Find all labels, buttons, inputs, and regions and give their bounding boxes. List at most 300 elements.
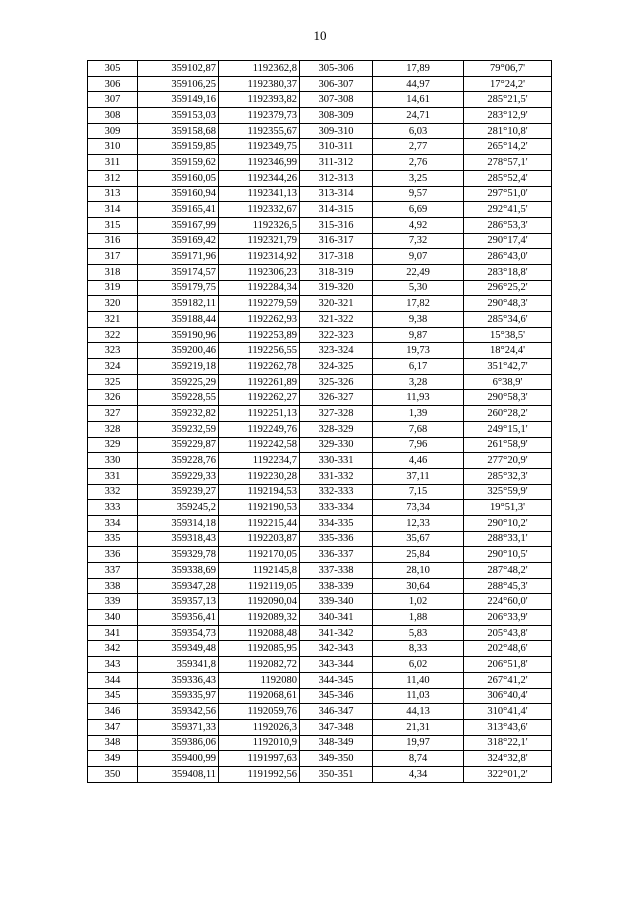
point-number-cell: 312 [88, 170, 138, 186]
direction-angle-cell: 206°51,8' [464, 657, 552, 673]
distance-cell: 8,33 [373, 641, 464, 657]
segment-cell: 308-309 [300, 108, 373, 124]
distance-cell: 21,31 [373, 719, 464, 735]
distance-cell: 4,34 [373, 766, 464, 782]
y-coordinate-cell: 1192341,13 [219, 186, 300, 202]
direction-angle-cell: 322°01,2' [464, 766, 552, 782]
table-row [88, 578, 552, 594]
segment-cell: 338-339 [300, 578, 373, 594]
segment-cell: 341-342 [300, 625, 373, 641]
y-coordinate-cell: 1192082,72 [219, 657, 300, 673]
distance-cell: 6,02 [373, 657, 464, 673]
x-coordinate-cell: 359102,87 [138, 61, 219, 77]
table-row [88, 217, 552, 233]
x-coordinate-cell: 359228,76 [138, 453, 219, 469]
distance-cell: 2,77 [373, 139, 464, 155]
distance-cell: 8,74 [373, 751, 464, 767]
y-coordinate-cell: 1192194,53 [219, 484, 300, 500]
y-coordinate-cell: 1192249,76 [219, 421, 300, 437]
y-coordinate-cell: 1192346,99 [219, 155, 300, 171]
table-row [88, 327, 552, 343]
point-number-cell: 350 [88, 766, 138, 782]
segment-cell: 321-322 [300, 312, 373, 328]
x-coordinate-cell: 359386,06 [138, 735, 219, 751]
direction-angle-cell: 281°10,8' [464, 123, 552, 139]
distance-cell: 3,25 [373, 170, 464, 186]
distance-cell: 1,88 [373, 610, 464, 626]
point-number-cell: 339 [88, 594, 138, 610]
y-coordinate-cell: 1192059,76 [219, 704, 300, 720]
y-coordinate-cell: 1192380,37 [219, 76, 300, 92]
distance-cell: 73,34 [373, 500, 464, 516]
table-row [88, 374, 552, 390]
direction-angle-cell: 285°21,5' [464, 92, 552, 108]
segment-cell: 325-326 [300, 374, 373, 390]
point-number-cell: 331 [88, 468, 138, 484]
direction-angle-cell: 15°38,5' [464, 327, 552, 343]
distance-cell: 9,87 [373, 327, 464, 343]
direction-angle-cell: 283°18,8' [464, 264, 552, 280]
segment-cell: 334-335 [300, 515, 373, 531]
x-coordinate-cell: 359171,96 [138, 249, 219, 265]
y-coordinate-cell: 1192261,89 [219, 374, 300, 390]
point-number-cell: 329 [88, 437, 138, 453]
point-number-cell: 307 [88, 92, 138, 108]
segment-cell: 347-348 [300, 719, 373, 735]
table-row [88, 704, 552, 720]
y-coordinate-cell: 1192349,75 [219, 139, 300, 155]
table-row [88, 766, 552, 782]
distance-cell: 1,39 [373, 406, 464, 422]
point-number-cell: 343 [88, 657, 138, 673]
x-coordinate-cell: 359349,48 [138, 641, 219, 657]
y-coordinate-cell: 1192080 [219, 672, 300, 688]
segment-cell: 346-347 [300, 704, 373, 720]
y-coordinate-cell: 1192242,58 [219, 437, 300, 453]
x-coordinate-cell: 359229,33 [138, 468, 219, 484]
table-row [88, 735, 552, 751]
table-row [88, 61, 552, 77]
table-row [88, 719, 552, 735]
y-coordinate-cell: 1192393,82 [219, 92, 300, 108]
table-row [88, 484, 552, 500]
y-coordinate-cell: 1192321,79 [219, 233, 300, 249]
distance-cell: 9,07 [373, 249, 464, 265]
segment-cell: 317-318 [300, 249, 373, 265]
distance-cell: 12,33 [373, 515, 464, 531]
table-row [88, 610, 552, 626]
x-coordinate-cell: 359354,73 [138, 625, 219, 641]
direction-angle-cell: 6°38,9' [464, 374, 552, 390]
segment-cell: 328-329 [300, 421, 373, 437]
x-coordinate-cell: 359341,8 [138, 657, 219, 673]
direction-angle-cell: 278°57,1' [464, 155, 552, 171]
direction-angle-cell: 79°06,7' [464, 61, 552, 77]
distance-cell: 19,73 [373, 343, 464, 359]
y-coordinate-cell: 1192332,67 [219, 202, 300, 218]
y-coordinate-cell: 1192379,73 [219, 108, 300, 124]
point-number-cell: 333 [88, 500, 138, 516]
segment-cell: 339-340 [300, 594, 373, 610]
x-coordinate-cell: 359229,87 [138, 437, 219, 453]
table-row [88, 202, 552, 218]
x-coordinate-cell: 359356,41 [138, 610, 219, 626]
point-number-cell: 346 [88, 704, 138, 720]
direction-angle-cell: 17°24,2' [464, 76, 552, 92]
direction-angle-cell: 325°59,9' [464, 484, 552, 500]
point-number-cell: 309 [88, 123, 138, 139]
distance-cell: 7,15 [373, 484, 464, 500]
table-row [88, 406, 552, 422]
table-row [88, 672, 552, 688]
x-coordinate-cell: 359188,44 [138, 312, 219, 328]
distance-cell: 44,97 [373, 76, 464, 92]
distance-cell: 3,28 [373, 374, 464, 390]
table-row [88, 625, 552, 641]
point-number-cell: 345 [88, 688, 138, 704]
direction-angle-cell: 285°34,6' [464, 312, 552, 328]
direction-angle-cell: 283°12,9' [464, 108, 552, 124]
segment-cell: 313-314 [300, 186, 373, 202]
table-row [88, 437, 552, 453]
segment-cell: 329-330 [300, 437, 373, 453]
distance-cell: 11,93 [373, 390, 464, 406]
y-coordinate-cell: 1192085,95 [219, 641, 300, 657]
point-number-cell: 340 [88, 610, 138, 626]
x-coordinate-cell: 359318,43 [138, 531, 219, 547]
segment-cell: 331-332 [300, 468, 373, 484]
y-coordinate-cell: 1192203,87 [219, 531, 300, 547]
segment-cell: 316-317 [300, 233, 373, 249]
point-number-cell: 325 [88, 374, 138, 390]
point-number-cell: 342 [88, 641, 138, 657]
point-number-cell: 338 [88, 578, 138, 594]
point-number-cell: 320 [88, 296, 138, 312]
point-number-cell: 327 [88, 406, 138, 422]
distance-cell: 28,10 [373, 563, 464, 579]
point-number-cell: 348 [88, 735, 138, 751]
coordinates-table [87, 60, 552, 783]
y-coordinate-cell: 1192362,8 [219, 61, 300, 77]
segment-cell: 336-337 [300, 547, 373, 563]
distance-cell: 35,67 [373, 531, 464, 547]
table-row [88, 233, 552, 249]
point-number-cell: 316 [88, 233, 138, 249]
segment-cell: 343-344 [300, 657, 373, 673]
table-row [88, 249, 552, 265]
distance-cell: 44,13 [373, 704, 464, 720]
y-coordinate-cell: 1192010,9 [219, 735, 300, 751]
direction-angle-cell: 249°15,1' [464, 421, 552, 437]
point-number-cell: 314 [88, 202, 138, 218]
x-coordinate-cell: 359335,97 [138, 688, 219, 704]
table-row [88, 123, 552, 139]
x-coordinate-cell: 359167,99 [138, 217, 219, 233]
distance-cell: 4,92 [373, 217, 464, 233]
segment-cell: 340-341 [300, 610, 373, 626]
table-row [88, 515, 552, 531]
table-row [88, 343, 552, 359]
distance-cell: 17,89 [373, 61, 464, 77]
x-coordinate-cell: 359159,62 [138, 155, 219, 171]
segment-cell: 310-311 [300, 139, 373, 155]
direction-angle-cell: 318°22,1' [464, 735, 552, 751]
distance-cell: 7,96 [373, 437, 464, 453]
direction-angle-cell: 205°43,8' [464, 625, 552, 641]
x-coordinate-cell: 359408,11 [138, 766, 219, 782]
point-number-cell: 334 [88, 515, 138, 531]
direction-angle-cell: 290°10,5' [464, 547, 552, 563]
x-coordinate-cell: 359329,78 [138, 547, 219, 563]
point-number-cell: 319 [88, 280, 138, 296]
y-coordinate-cell: 1192119,05 [219, 578, 300, 594]
distance-cell: 30,64 [373, 578, 464, 594]
direction-angle-cell: 202°48,6' [464, 641, 552, 657]
y-coordinate-cell: 1192326,5 [219, 217, 300, 233]
coordinates-table-body [88, 61, 552, 783]
y-coordinate-cell: 1192068,61 [219, 688, 300, 704]
y-coordinate-cell: 1192262,27 [219, 390, 300, 406]
point-number-cell: 311 [88, 155, 138, 171]
distance-cell: 7,32 [373, 233, 464, 249]
table-row [88, 92, 552, 108]
y-coordinate-cell: 1192190,53 [219, 500, 300, 516]
point-number-cell: 337 [88, 563, 138, 579]
y-coordinate-cell: 1192026,3 [219, 719, 300, 735]
y-coordinate-cell: 1192262,78 [219, 359, 300, 375]
direction-angle-cell: 261°58,9' [464, 437, 552, 453]
distance-cell: 22,49 [373, 264, 464, 280]
point-number-cell: 332 [88, 484, 138, 500]
segment-cell: 319-320 [300, 280, 373, 296]
y-coordinate-cell: 1192230,28 [219, 468, 300, 484]
distance-cell: 4,46 [373, 453, 464, 469]
y-coordinate-cell: 1192306,23 [219, 264, 300, 280]
table-row [88, 170, 552, 186]
distance-cell: 11,03 [373, 688, 464, 704]
direction-angle-cell: 285°32,3' [464, 468, 552, 484]
point-number-cell: 323 [88, 343, 138, 359]
y-coordinate-cell: 1192262,93 [219, 312, 300, 328]
y-coordinate-cell: 1192253,89 [219, 327, 300, 343]
x-coordinate-cell: 359190,96 [138, 327, 219, 343]
point-number-cell: 349 [88, 751, 138, 767]
segment-cell: 342-343 [300, 641, 373, 657]
segment-cell: 312-313 [300, 170, 373, 186]
direction-angle-cell: 265°14,2' [464, 139, 552, 155]
point-number-cell: 310 [88, 139, 138, 155]
segment-cell: 333-334 [300, 500, 373, 516]
x-coordinate-cell: 359400,99 [138, 751, 219, 767]
x-coordinate-cell: 359149,16 [138, 92, 219, 108]
direction-angle-cell: 290°10,2' [464, 515, 552, 531]
direction-angle-cell: 286°53,3' [464, 217, 552, 233]
segment-cell: 337-338 [300, 563, 373, 579]
direction-angle-cell: 206°33,9' [464, 610, 552, 626]
segment-cell: 320-321 [300, 296, 373, 312]
point-number-cell: 306 [88, 76, 138, 92]
segment-cell: 344-345 [300, 672, 373, 688]
direction-angle-cell: 267°41,2' [464, 672, 552, 688]
segment-cell: 326-327 [300, 390, 373, 406]
segment-cell: 345-346 [300, 688, 373, 704]
direction-angle-cell: 224°60,0' [464, 594, 552, 610]
table-row [88, 359, 552, 375]
point-number-cell: 336 [88, 547, 138, 563]
table-row [88, 139, 552, 155]
x-coordinate-cell: 359160,94 [138, 186, 219, 202]
table-row [88, 155, 552, 171]
segment-cell: 349-350 [300, 751, 373, 767]
y-coordinate-cell: 1192284,34 [219, 280, 300, 296]
x-coordinate-cell: 359225,29 [138, 374, 219, 390]
direction-angle-cell: 18°24,4' [464, 343, 552, 359]
direction-angle-cell: 290°17,4' [464, 233, 552, 249]
distance-cell: 9,38 [373, 312, 464, 328]
table-row [88, 108, 552, 124]
x-coordinate-cell: 359314,18 [138, 515, 219, 531]
x-coordinate-cell: 359179,75 [138, 280, 219, 296]
x-coordinate-cell: 359232,82 [138, 406, 219, 422]
x-coordinate-cell: 359200,46 [138, 343, 219, 359]
y-coordinate-cell: 1192234,7 [219, 453, 300, 469]
distance-cell: 5,83 [373, 625, 464, 641]
table-row [88, 76, 552, 92]
distance-cell: 5,30 [373, 280, 464, 296]
segment-cell: 324-325 [300, 359, 373, 375]
segment-cell: 307-308 [300, 92, 373, 108]
table-row [88, 280, 552, 296]
segment-cell: 335-336 [300, 531, 373, 547]
x-coordinate-cell: 359338,69 [138, 563, 219, 579]
table-row [88, 296, 552, 312]
x-coordinate-cell: 359347,28 [138, 578, 219, 594]
y-coordinate-cell: 1191997,63 [219, 751, 300, 767]
segment-cell: 306-307 [300, 76, 373, 92]
segment-cell: 332-333 [300, 484, 373, 500]
direction-angle-cell: 286°43,0' [464, 249, 552, 265]
y-coordinate-cell: 1192090,04 [219, 594, 300, 610]
x-coordinate-cell: 359153,03 [138, 108, 219, 124]
distance-cell: 7,68 [373, 421, 464, 437]
table-row [88, 500, 552, 516]
distance-cell: 17,82 [373, 296, 464, 312]
direction-angle-cell: 287°48,2' [464, 563, 552, 579]
y-coordinate-cell: 1192279,59 [219, 296, 300, 312]
table-row [88, 531, 552, 547]
x-coordinate-cell: 359159,85 [138, 139, 219, 155]
distance-cell: 6,03 [373, 123, 464, 139]
x-coordinate-cell: 359169,42 [138, 233, 219, 249]
table-row [88, 688, 552, 704]
point-number-cell: 335 [88, 531, 138, 547]
y-coordinate-cell: 1191992,56 [219, 766, 300, 782]
segment-cell: 322-323 [300, 327, 373, 343]
point-number-cell: 326 [88, 390, 138, 406]
segment-cell: 314-315 [300, 202, 373, 218]
distance-cell: 14,61 [373, 92, 464, 108]
point-number-cell: 318 [88, 264, 138, 280]
distance-cell: 37,11 [373, 468, 464, 484]
table-row [88, 264, 552, 280]
table-row [88, 563, 552, 579]
direction-angle-cell: 324°32,8' [464, 751, 552, 767]
x-coordinate-cell: 359106,25 [138, 76, 219, 92]
point-number-cell: 324 [88, 359, 138, 375]
direction-angle-cell: 297°51,0' [464, 186, 552, 202]
y-coordinate-cell: 1192215,44 [219, 515, 300, 531]
x-coordinate-cell: 359245,2 [138, 500, 219, 516]
table-row [88, 751, 552, 767]
x-coordinate-cell: 359174,57 [138, 264, 219, 280]
y-coordinate-cell: 1192089,32 [219, 610, 300, 626]
x-coordinate-cell: 359182,11 [138, 296, 219, 312]
distance-cell: 24,71 [373, 108, 464, 124]
point-number-cell: 347 [88, 719, 138, 735]
x-coordinate-cell: 359219,18 [138, 359, 219, 375]
point-number-cell: 321 [88, 312, 138, 328]
point-number-cell: 315 [88, 217, 138, 233]
table-row [88, 594, 552, 610]
direction-angle-cell: 296°25,2' [464, 280, 552, 296]
x-coordinate-cell: 359357,13 [138, 594, 219, 610]
segment-cell: 309-310 [300, 123, 373, 139]
distance-cell: 6,17 [373, 359, 464, 375]
y-coordinate-cell: 1192170,05 [219, 547, 300, 563]
direction-angle-cell: 351°42,7' [464, 359, 552, 375]
segment-cell: 327-328 [300, 406, 373, 422]
direction-angle-cell: 285°52,4' [464, 170, 552, 186]
direction-angle-cell: 288°33,1' [464, 531, 552, 547]
x-coordinate-cell: 359165,41 [138, 202, 219, 218]
point-number-cell: 322 [88, 327, 138, 343]
x-coordinate-cell: 359160,05 [138, 170, 219, 186]
direction-angle-cell: 277°20,9' [464, 453, 552, 469]
y-coordinate-cell: 1192145,8 [219, 563, 300, 579]
table-row [88, 186, 552, 202]
table-row [88, 547, 552, 563]
segment-cell: 323-324 [300, 343, 373, 359]
x-coordinate-cell: 359342,56 [138, 704, 219, 720]
distance-cell: 19,97 [373, 735, 464, 751]
segment-cell: 311-312 [300, 155, 373, 171]
x-coordinate-cell: 359239,27 [138, 484, 219, 500]
segment-cell: 348-349 [300, 735, 373, 751]
x-coordinate-cell: 359371,33 [138, 719, 219, 735]
y-coordinate-cell: 1192088,48 [219, 625, 300, 641]
point-number-cell: 305 [88, 61, 138, 77]
distance-cell: 2,76 [373, 155, 464, 171]
table-row [88, 421, 552, 437]
direction-angle-cell: 290°58,3' [464, 390, 552, 406]
point-number-cell: 317 [88, 249, 138, 265]
direction-angle-cell: 313°43,6' [464, 719, 552, 735]
x-coordinate-cell: 359336,43 [138, 672, 219, 688]
segment-cell: 305-306 [300, 61, 373, 77]
point-number-cell: 344 [88, 672, 138, 688]
segment-cell: 318-319 [300, 264, 373, 280]
segment-cell: 350-351 [300, 766, 373, 782]
distance-cell: 9,57 [373, 186, 464, 202]
point-number-cell: 330 [88, 453, 138, 469]
segment-cell: 315-316 [300, 217, 373, 233]
distance-cell: 25,84 [373, 547, 464, 563]
distance-cell: 6,69 [373, 202, 464, 218]
direction-angle-cell: 292°41,5' [464, 202, 552, 218]
x-coordinate-cell: 359232,59 [138, 421, 219, 437]
table-row [88, 641, 552, 657]
x-coordinate-cell: 359158,68 [138, 123, 219, 139]
